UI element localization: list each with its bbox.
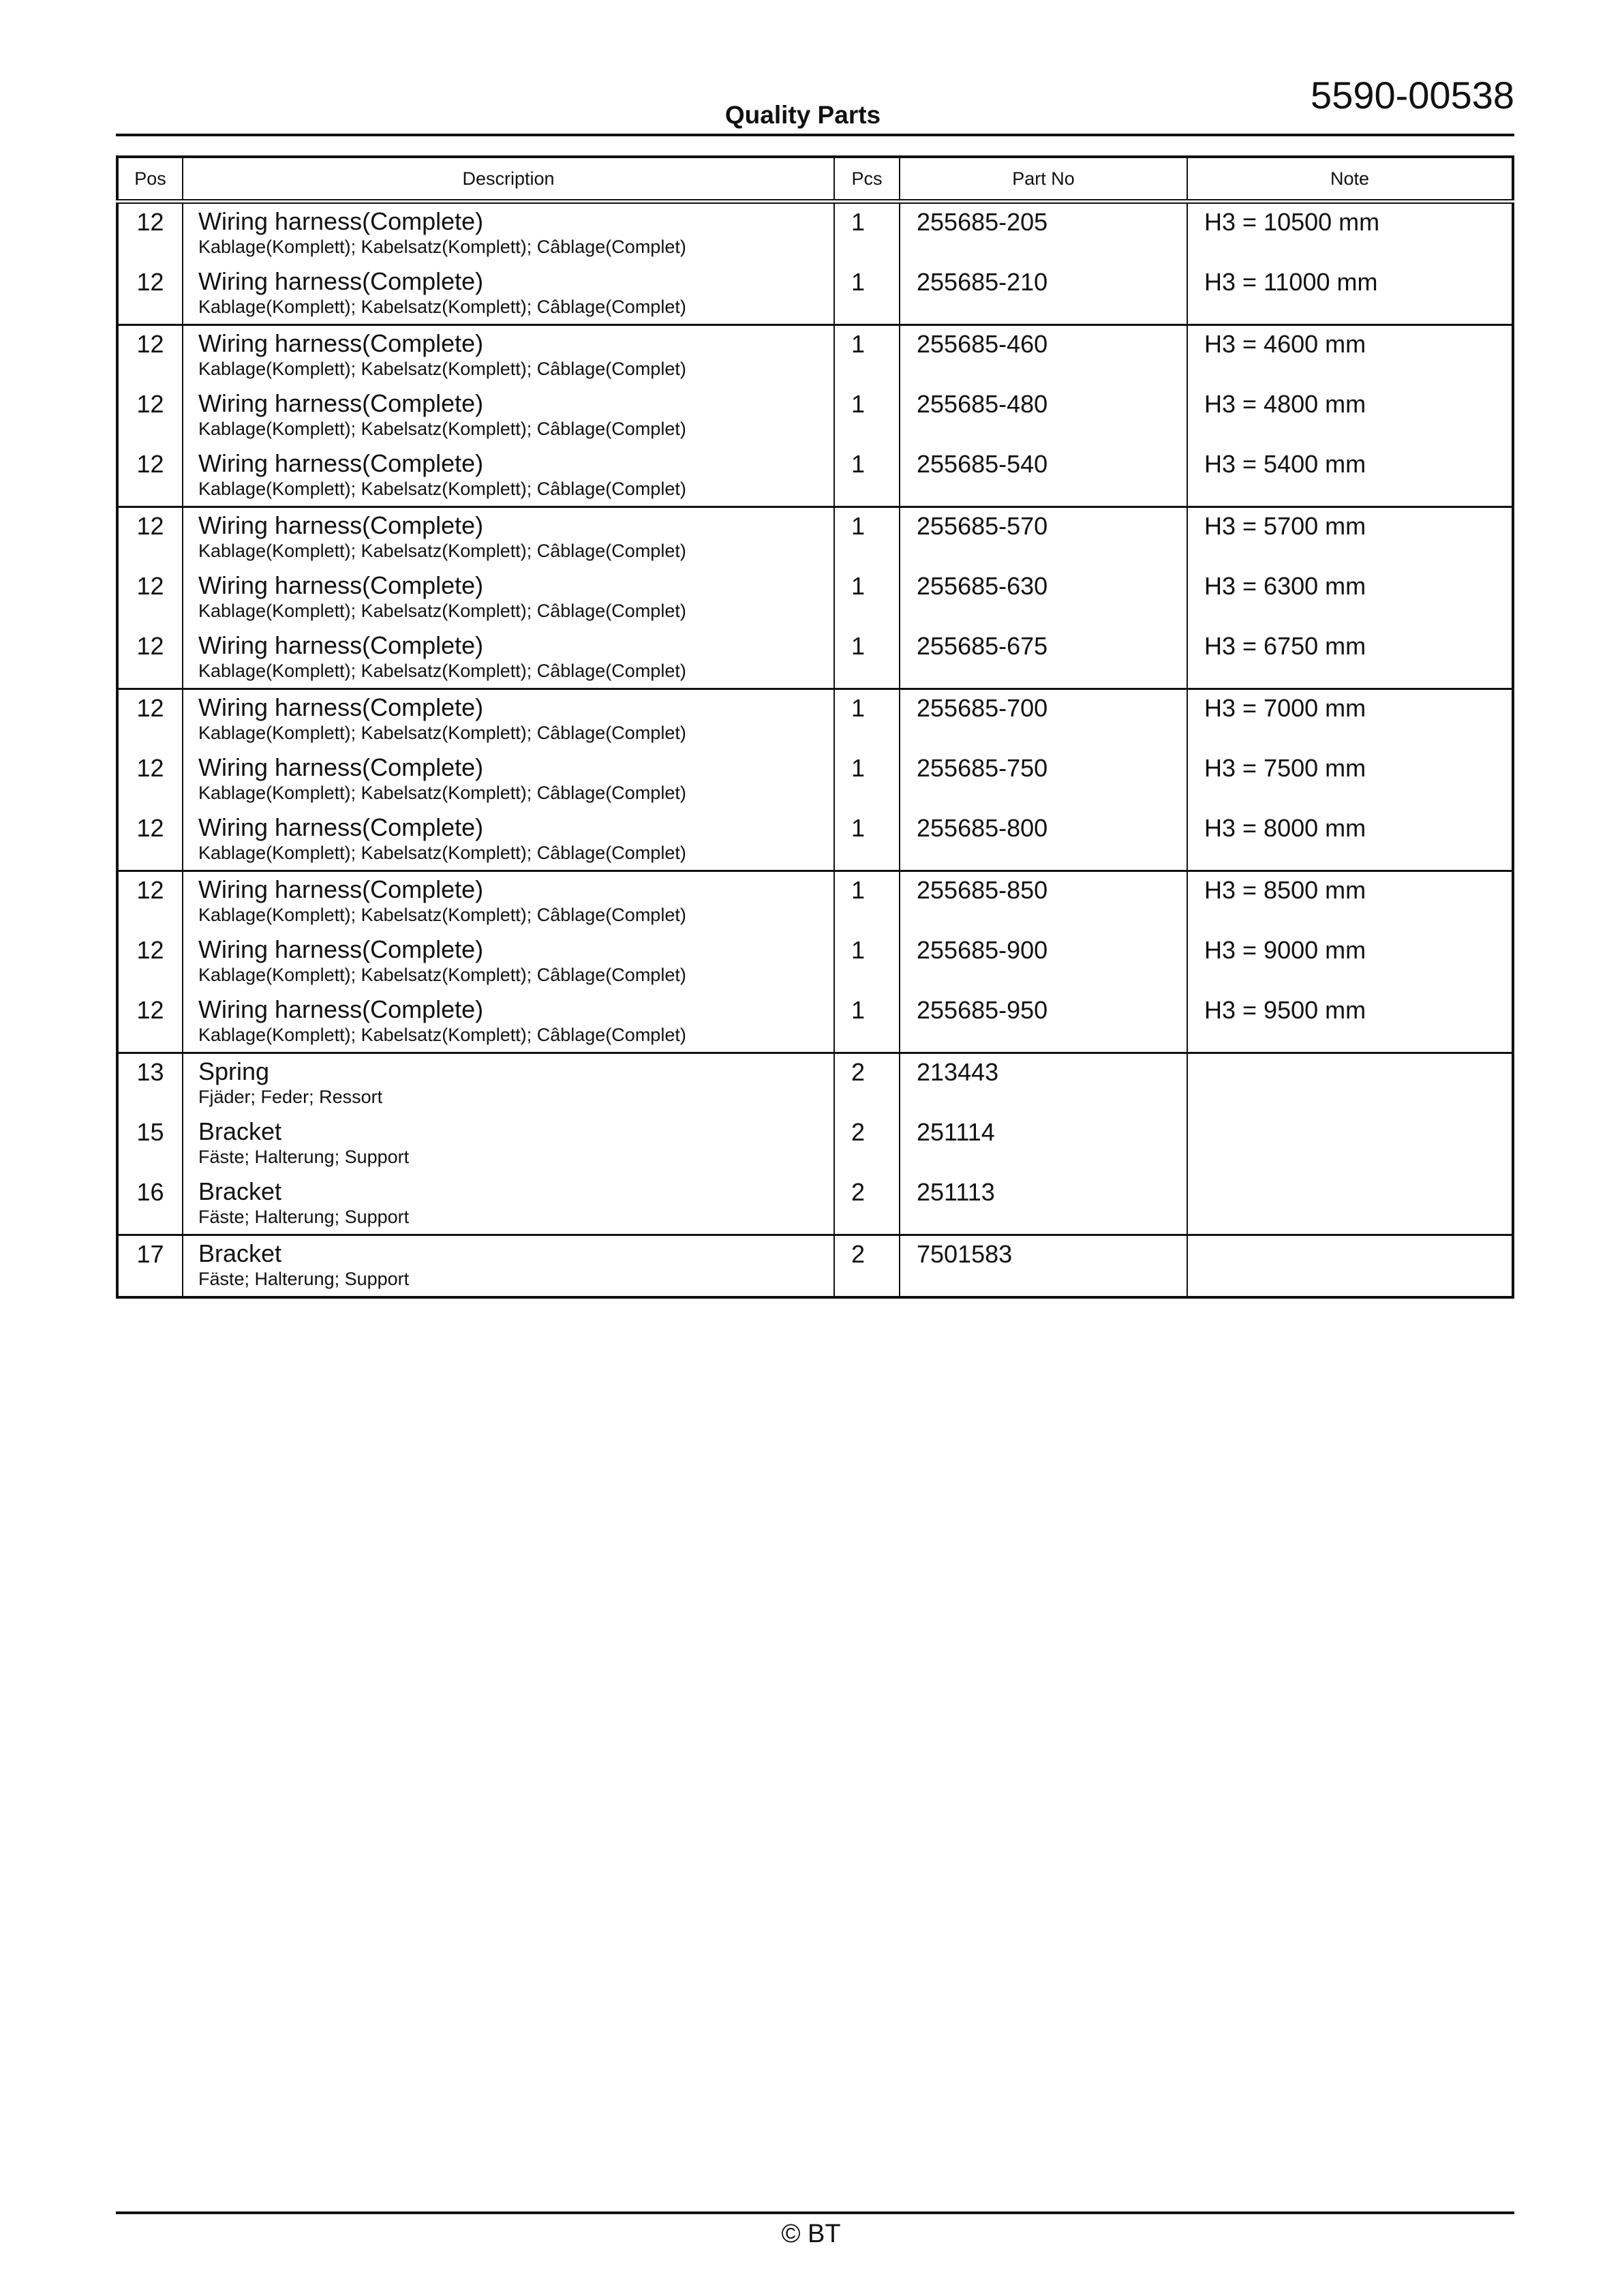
cell-pos: 17 [117,1235,183,1298]
cell-part-no: 255685-480 [900,386,1187,446]
table-row [117,992,1513,1053]
description-translations: Kablage(Komplett); Kabelsatz(Komplett); Câblage(Complet) [198,541,686,561]
cell-pos: 12 [117,750,183,810]
table-row [117,264,1513,325]
cell-description [183,202,834,265]
cell-description [183,689,834,751]
description-main: Bracket [198,1177,282,1205]
cell-description [183,871,834,933]
cell-part-no: 251113 [900,1174,1187,1235]
cell-description [183,1235,834,1298]
cell-description [183,446,834,507]
column-header-pcs: Pcs [834,157,900,202]
table-body [117,202,1513,1298]
cell-description [183,932,834,992]
description-main: Spring [198,1057,270,1085]
description-main: Wiring harness(Complete) [198,571,484,599]
table-row [117,446,1513,507]
footer-copyright: © BT [781,2220,841,2248]
description-main: Wiring harness(Complete) [198,935,484,963]
cell-note: H3 = 9000 mm [1187,932,1513,992]
cell-part-no: 255685-570 [900,507,1187,569]
cell-pcs: 2 [834,1114,900,1174]
description-translations: Kablage(Komplett); Kabelsatz(Komplett); Câblage(Complet) [198,783,686,803]
description-main: Bracket [198,1117,282,1145]
cell-pos: 13 [117,1053,183,1115]
cell-part-no: 255685-700 [900,689,1187,751]
cell-pos: 12 [117,264,183,325]
table-row [117,810,1513,871]
cell-part-no: 255685-800 [900,810,1187,871]
cell-pcs: 1 [834,628,900,689]
cell-note: H3 = 7500 mm [1187,750,1513,810]
cell-part-no: 255685-675 [900,628,1187,689]
cell-description [183,568,834,628]
cell-part-no: 255685-210 [900,264,1187,325]
cell-pcs: 1 [834,750,900,810]
cell-pos: 12 [117,628,183,689]
column-header-pos: Pos [117,157,183,202]
description-translations: Kablage(Komplett); Kabelsatz(Komplett); Câblage(Complet) [198,479,686,499]
description-translations: Kablage(Komplett); Kabelsatz(Komplett); Câblage(Complet) [198,237,686,257]
cell-part-no: 7501583 [900,1235,1187,1298]
cell-note [1187,1235,1513,1298]
table-row [117,628,1513,689]
cell-part-no: 255685-750 [900,750,1187,810]
cell-note: H3 = 8000 mm [1187,810,1513,871]
column-header-part-no: Part No [900,157,1187,202]
description-main: Wiring harness(Complete) [198,813,484,841]
cell-description [183,628,834,689]
table-row [117,932,1513,992]
cell-part-no: 255685-900 [900,932,1187,992]
cell-note: H3 = 9500 mm [1187,992,1513,1053]
description-main: Wiring harness(Complete) [198,995,484,1023]
cell-part-no: 255685-205 [900,202,1187,265]
cell-pos: 12 [117,932,183,992]
description-main: Wiring harness(Complete) [198,693,484,721]
cell-description [183,810,834,871]
description-translations: Kablage(Komplett); Kabelsatz(Komplett); Câblage(Complet) [198,905,686,925]
description-main: Wiring harness(Complete) [198,875,484,903]
description-main: Wiring harness(Complete) [198,449,484,477]
cell-pos: 12 [117,386,183,446]
cell-pcs: 1 [834,264,900,325]
cell-pos: 12 [117,568,183,628]
description-main: Wiring harness(Complete) [198,207,484,235]
cell-part-no: 213443 [900,1053,1187,1115]
description-translations: Kablage(Komplett); Kabelsatz(Komplett); Câblage(Complet) [198,297,686,317]
cell-description [183,507,834,569]
table-row [117,568,1513,628]
table-row [117,325,1513,387]
cell-note: H3 = 4800 mm [1187,386,1513,446]
cell-description [183,1114,834,1174]
column-header-note: Note [1187,157,1513,202]
cell-pcs: 1 [834,202,900,265]
description-main: Bracket [198,1239,282,1267]
description-translations: Fäste; Halterung; Support [198,1147,410,1167]
cell-note: H3 = 6750 mm [1187,628,1513,689]
cell-pcs: 1 [834,871,900,933]
table-row [117,1114,1513,1174]
description-translations: Kablage(Komplett); Kabelsatz(Komplett); Câblage(Complet) [198,965,686,985]
table-row [117,1053,1513,1115]
description-translations: Kablage(Komplett); Kabelsatz(Komplett); Câblage(Complet) [198,1025,686,1045]
cell-pcs: 2 [834,1235,900,1298]
cell-pcs: 1 [834,386,900,446]
description-translations: Fjäder; Feder; Ressort [198,1087,383,1107]
description-translations: Fäste; Halterung; Support [198,1269,410,1289]
cell-pos: 12 [117,325,183,387]
cell-note: H3 = 7000 mm [1187,689,1513,751]
cell-description [183,386,834,446]
cell-pcs: 1 [834,568,900,628]
parts-table [116,155,1514,1299]
cell-note: H3 = 8500 mm [1187,871,1513,933]
cell-part-no: 255685-540 [900,446,1187,507]
cell-description [183,325,834,387]
description-translations: Kablage(Komplett); Kabelsatz(Komplett); Câblage(Complet) [198,601,686,621]
cell-note: H3 = 5400 mm [1187,446,1513,507]
cell-pcs: 1 [834,932,900,992]
description-translations: Kablage(Komplett); Kabelsatz(Komplett); Câblage(Complet) [198,723,686,743]
cell-pos: 12 [117,202,183,265]
column-header-description: Description [183,157,834,202]
description-translations: Fäste; Halterung; Support [198,1207,410,1227]
cell-pcs: 1 [834,992,900,1053]
page-title-text: Quality Parts [724,101,881,129]
table-row [117,202,1513,265]
table-row [117,1174,1513,1235]
cell-note: H3 = 5700 mm [1187,507,1513,569]
table-row [117,386,1513,446]
table-row [117,507,1513,569]
cell-pcs: 1 [834,689,900,751]
cell-pos: 12 [117,446,183,507]
description-main: Wiring harness(Complete) [198,267,484,295]
cell-pos: 15 [117,1114,183,1174]
cell-note [1187,1053,1513,1115]
cell-part-no: 255685-460 [900,325,1187,387]
cell-part-no: 255685-630 [900,568,1187,628]
cell-pos: 12 [117,689,183,751]
cell-pcs: 2 [834,1174,900,1235]
description-translations: Kablage(Komplett); Kabelsatz(Komplett); Câblage(Complet) [198,359,686,379]
cell-note: H3 = 4600 mm [1187,325,1513,387]
cell-pcs: 1 [834,810,900,871]
cell-pos: 12 [117,810,183,871]
cell-part-no: 251114 [900,1114,1187,1174]
cell-note: H3 = 11000 mm [1187,264,1513,325]
cell-description [183,264,834,325]
table-header [117,157,1513,202]
description-main: Wiring harness(Complete) [198,329,484,357]
cell-part-no: 255685-950 [900,992,1187,1053]
table-row [117,750,1513,810]
cell-pcs: 1 [834,507,900,569]
document-number: 5590-00538 [1311,74,1514,117]
description-translations: Kablage(Komplett); Kabelsatz(Komplett); Câblage(Complet) [198,419,686,439]
description-translations: Kablage(Komplett); Kabelsatz(Komplett); Câblage(Complet) [198,843,686,863]
description-translations: Kablage(Komplett); Kabelsatz(Komplett); Câblage(Complet) [198,661,686,681]
cell-description [183,750,834,810]
description-main: Wiring harness(Complete) [198,511,484,539]
cell-pcs: 2 [834,1053,900,1115]
cell-note: H3 = 10500 mm [1187,202,1513,265]
header-divider [116,134,1514,136]
description-main: Wiring harness(Complete) [198,631,484,659]
cell-pos: 12 [117,871,183,933]
cell-description [183,992,834,1053]
page-title [0,102,1622,127]
cell-pcs: 1 [834,325,900,387]
cell-description [183,1053,834,1115]
cell-pcs: 1 [834,446,900,507]
cell-part-no: 255685-850 [900,871,1187,933]
table-row [117,871,1513,933]
table-row [117,689,1513,751]
cell-note: H3 = 6300 mm [1187,568,1513,628]
table-row [117,1235,1513,1298]
cell-pos: 12 [117,507,183,569]
description-main: Wiring harness(Complete) [198,389,484,417]
description-main: Wiring harness(Complete) [198,753,484,781]
cell-note [1187,1174,1513,1235]
cell-pos: 12 [117,992,183,1053]
cell-pos: 16 [117,1174,183,1235]
footer-divider [116,2211,1514,2214]
cell-note [1187,1114,1513,1174]
cell-description [183,1174,834,1235]
